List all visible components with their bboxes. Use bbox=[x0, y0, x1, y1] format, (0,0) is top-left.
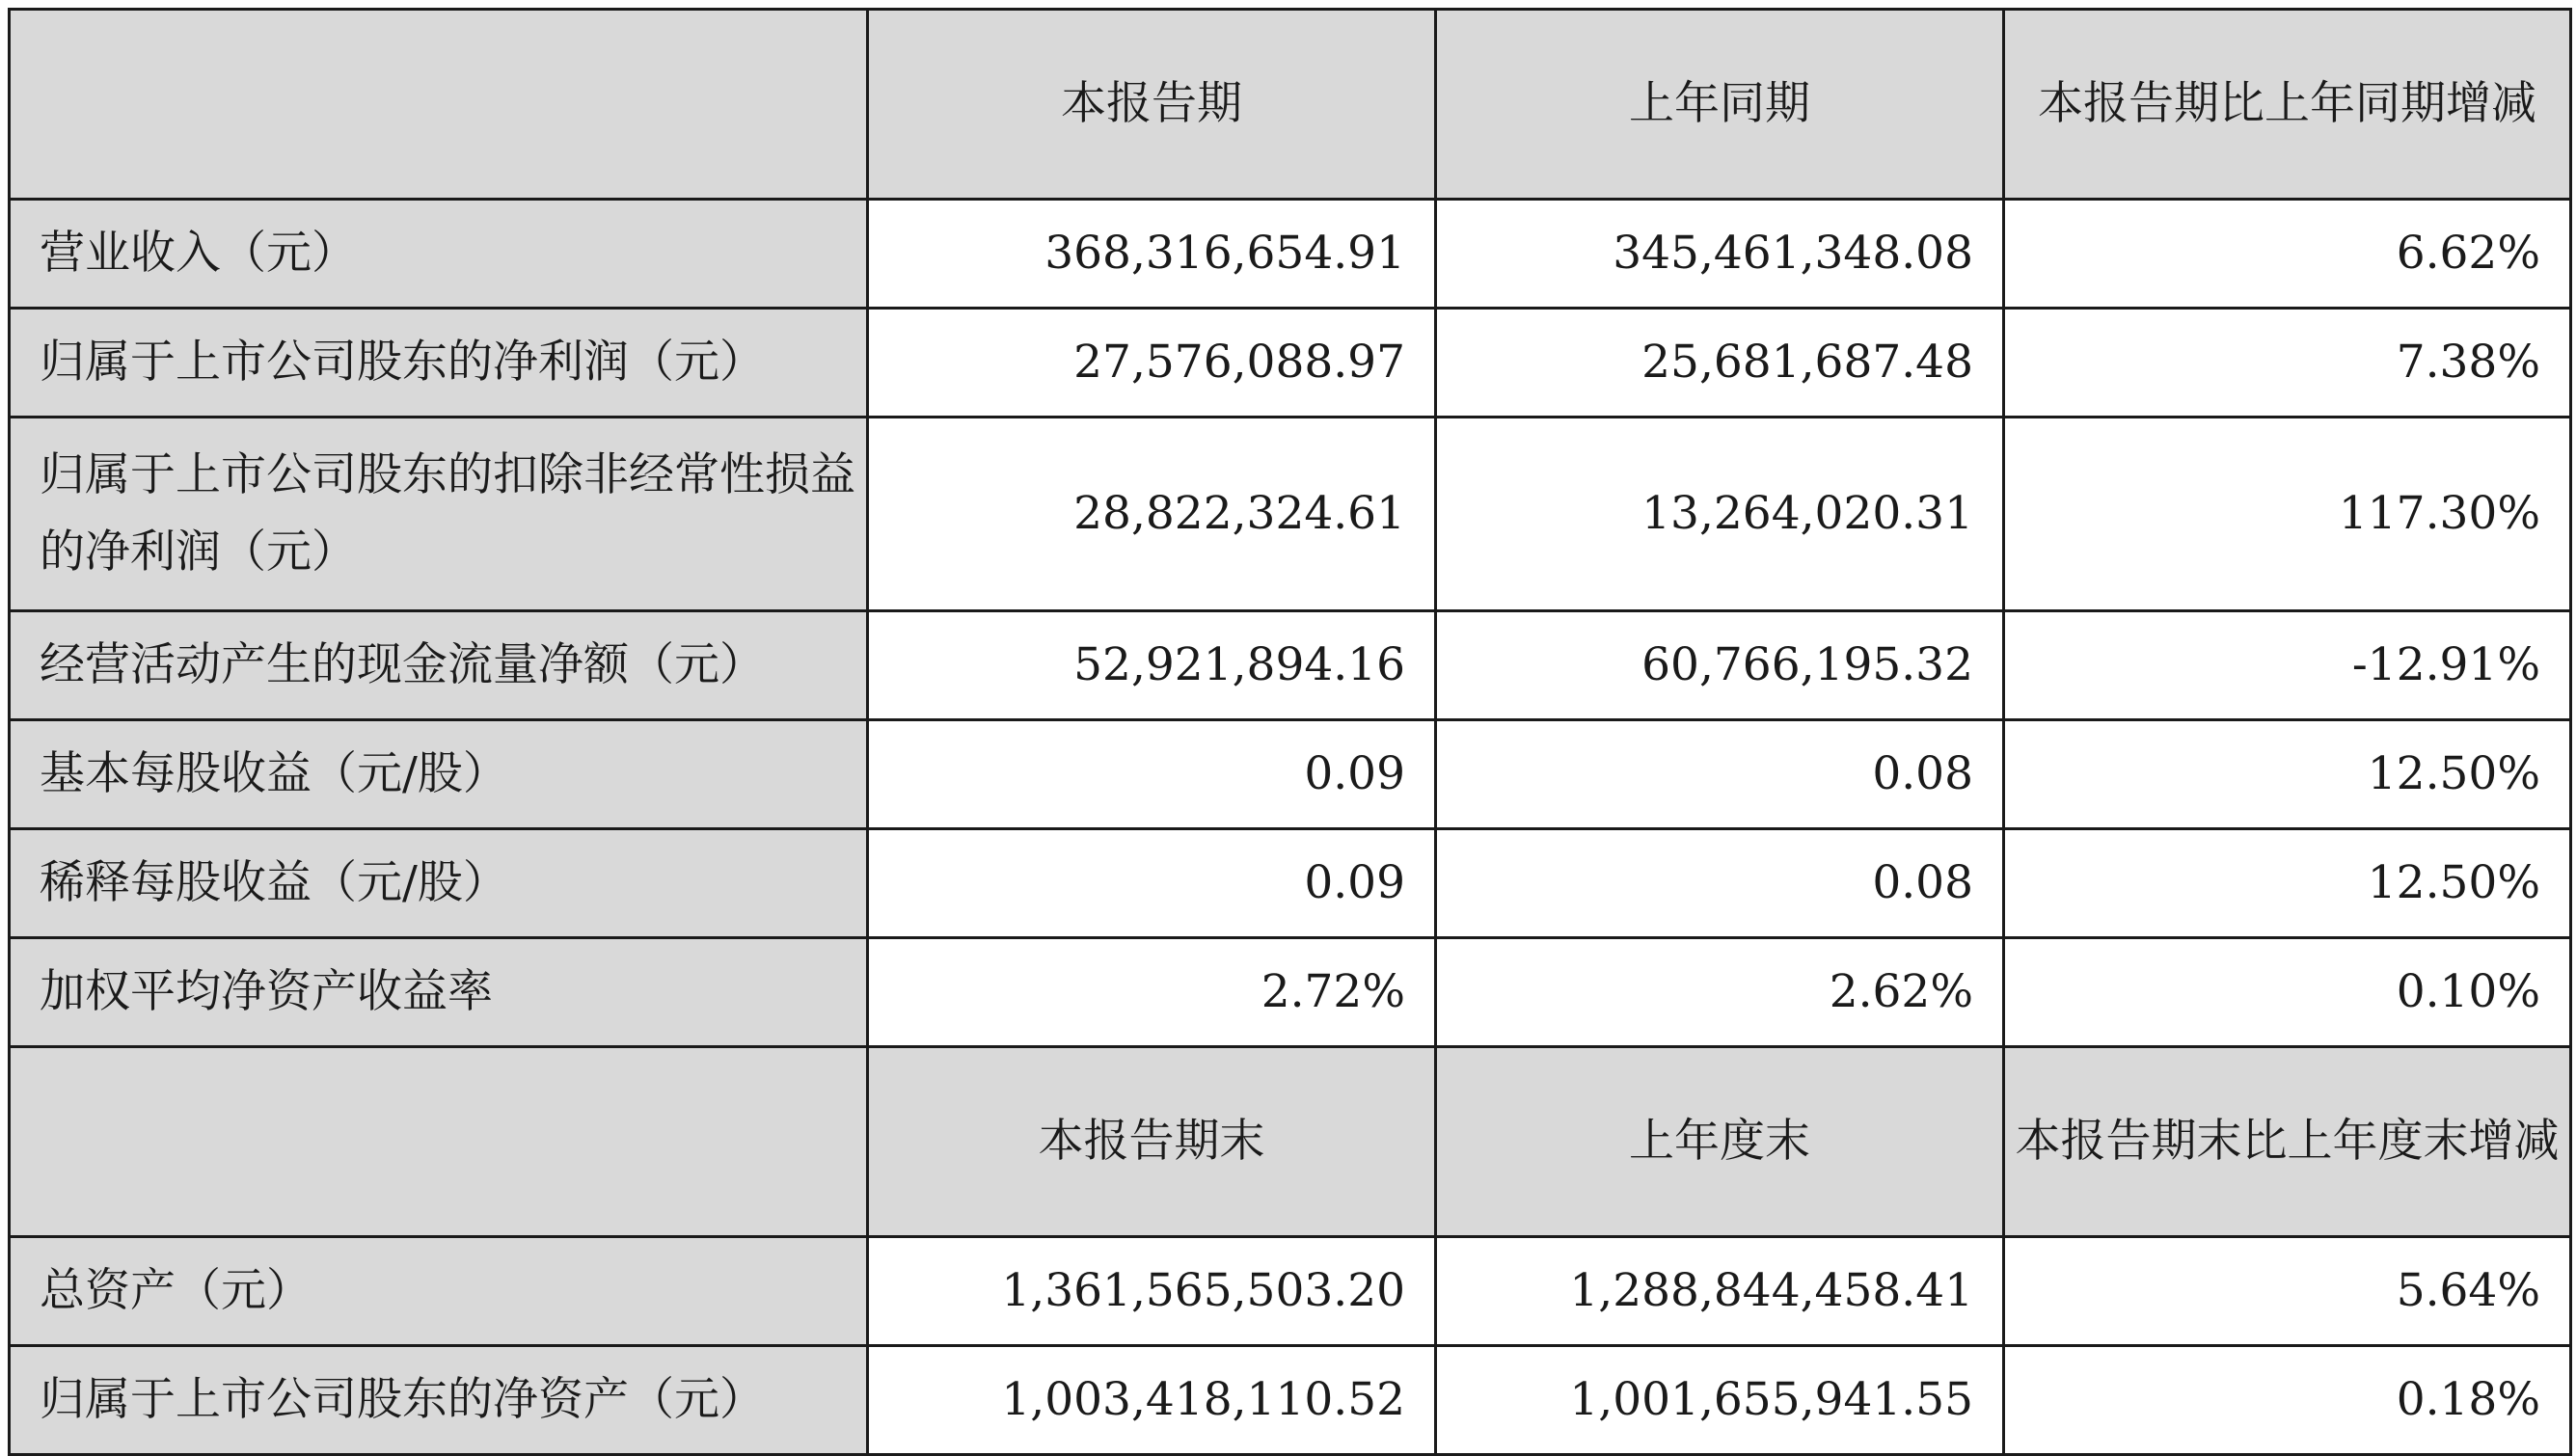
change-value-cell: 7.38% bbox=[2004, 309, 2571, 418]
current-value-cell: 1,361,565,503.20 bbox=[868, 1237, 1436, 1346]
change-value-cell: 0.18% bbox=[2004, 1346, 2571, 1455]
table-row bbox=[10, 200, 2571, 309]
prior-value-cell: 13,264,020.31 bbox=[1436, 418, 2004, 611]
table-row bbox=[10, 611, 2571, 720]
table-row bbox=[10, 720, 2571, 829]
current-value-cell: 52,921,894.16 bbox=[868, 611, 1436, 720]
current-value-cell: 368,316,654.91 bbox=[868, 200, 1436, 309]
change-value-cell: 12.50% bbox=[2004, 720, 2571, 829]
table-row bbox=[10, 1346, 2571, 1455]
table-row bbox=[10, 829, 2571, 938]
column-header-period-end-change: 本报告期末比上年度末增减 bbox=[2004, 1047, 2571, 1237]
current-value-cell: 0.09 bbox=[868, 720, 1436, 829]
change-value-cell: 12.50% bbox=[2004, 829, 2571, 938]
row-label: 归属于上市公司股东的净利润（元） bbox=[10, 309, 868, 418]
prior-value-cell: 1,001,655,941.55 bbox=[1436, 1346, 2004, 1455]
column-header-prior-year-end: 上年度末 bbox=[1436, 1047, 2004, 1237]
current-value-cell: 1,003,418,110.52 bbox=[868, 1346, 1436, 1455]
column-header-current-period: 本报告期 bbox=[868, 10, 1436, 200]
prior-value-cell: 2.62% bbox=[1436, 938, 2004, 1047]
change-value-cell: 6.62% bbox=[2004, 200, 2571, 309]
row-label: 经营活动产生的现金流量净额（元） bbox=[10, 611, 868, 720]
change-value-cell: 5.64% bbox=[2004, 1237, 2571, 1346]
prior-value-cell: 1,288,844,458.41 bbox=[1436, 1237, 2004, 1346]
column-header-period-end: 本报告期末 bbox=[868, 1047, 1436, 1237]
change-value-cell: -12.91% bbox=[2004, 611, 2571, 720]
table-row bbox=[10, 938, 2571, 1047]
column-header-prior-year-period: 上年同期 bbox=[1436, 10, 2004, 200]
current-value-cell: 27,576,088.97 bbox=[868, 309, 1436, 418]
row-label: 稀释每股收益（元/股） bbox=[10, 829, 868, 938]
row-label: 归属于上市公司股东的扣除非经常性损益的净利润（元） bbox=[10, 418, 868, 611]
column-header-yoy-change: 本报告期比上年同期增减 bbox=[2004, 10, 2571, 200]
prior-value-cell: 25,681,687.48 bbox=[1436, 309, 2004, 418]
prior-value-cell: 345,461,348.08 bbox=[1436, 200, 2004, 309]
change-value-cell: 117.30% bbox=[2004, 418, 2571, 611]
current-value-cell: 28,822,324.61 bbox=[868, 418, 1436, 611]
table-row bbox=[10, 1237, 2571, 1346]
table-row bbox=[10, 309, 2571, 418]
row-label: 归属于上市公司股东的净资产（元） bbox=[10, 1346, 868, 1455]
current-value-cell: 0.09 bbox=[868, 829, 1436, 938]
header-corner-cell bbox=[10, 10, 868, 200]
table-header-row bbox=[10, 10, 2571, 200]
row-label: 营业收入（元） bbox=[10, 200, 868, 309]
change-value-cell: 0.10% bbox=[2004, 938, 2571, 1047]
current-value-cell: 2.72% bbox=[868, 938, 1436, 1047]
prior-value-cell: 0.08 bbox=[1436, 829, 2004, 938]
financial-summary-table bbox=[8, 8, 2572, 1456]
row-label: 加权平均净资产收益率 bbox=[10, 938, 868, 1047]
prior-value-cell: 60,766,195.32 bbox=[1436, 611, 2004, 720]
prior-value-cell: 0.08 bbox=[1436, 720, 2004, 829]
table-subheader-row bbox=[10, 1047, 2571, 1237]
subheader-corner-cell bbox=[10, 1047, 868, 1237]
table-row bbox=[10, 418, 2571, 611]
row-label: 总资产（元） bbox=[10, 1237, 868, 1346]
row-label: 基本每股收益（元/股） bbox=[10, 720, 868, 829]
